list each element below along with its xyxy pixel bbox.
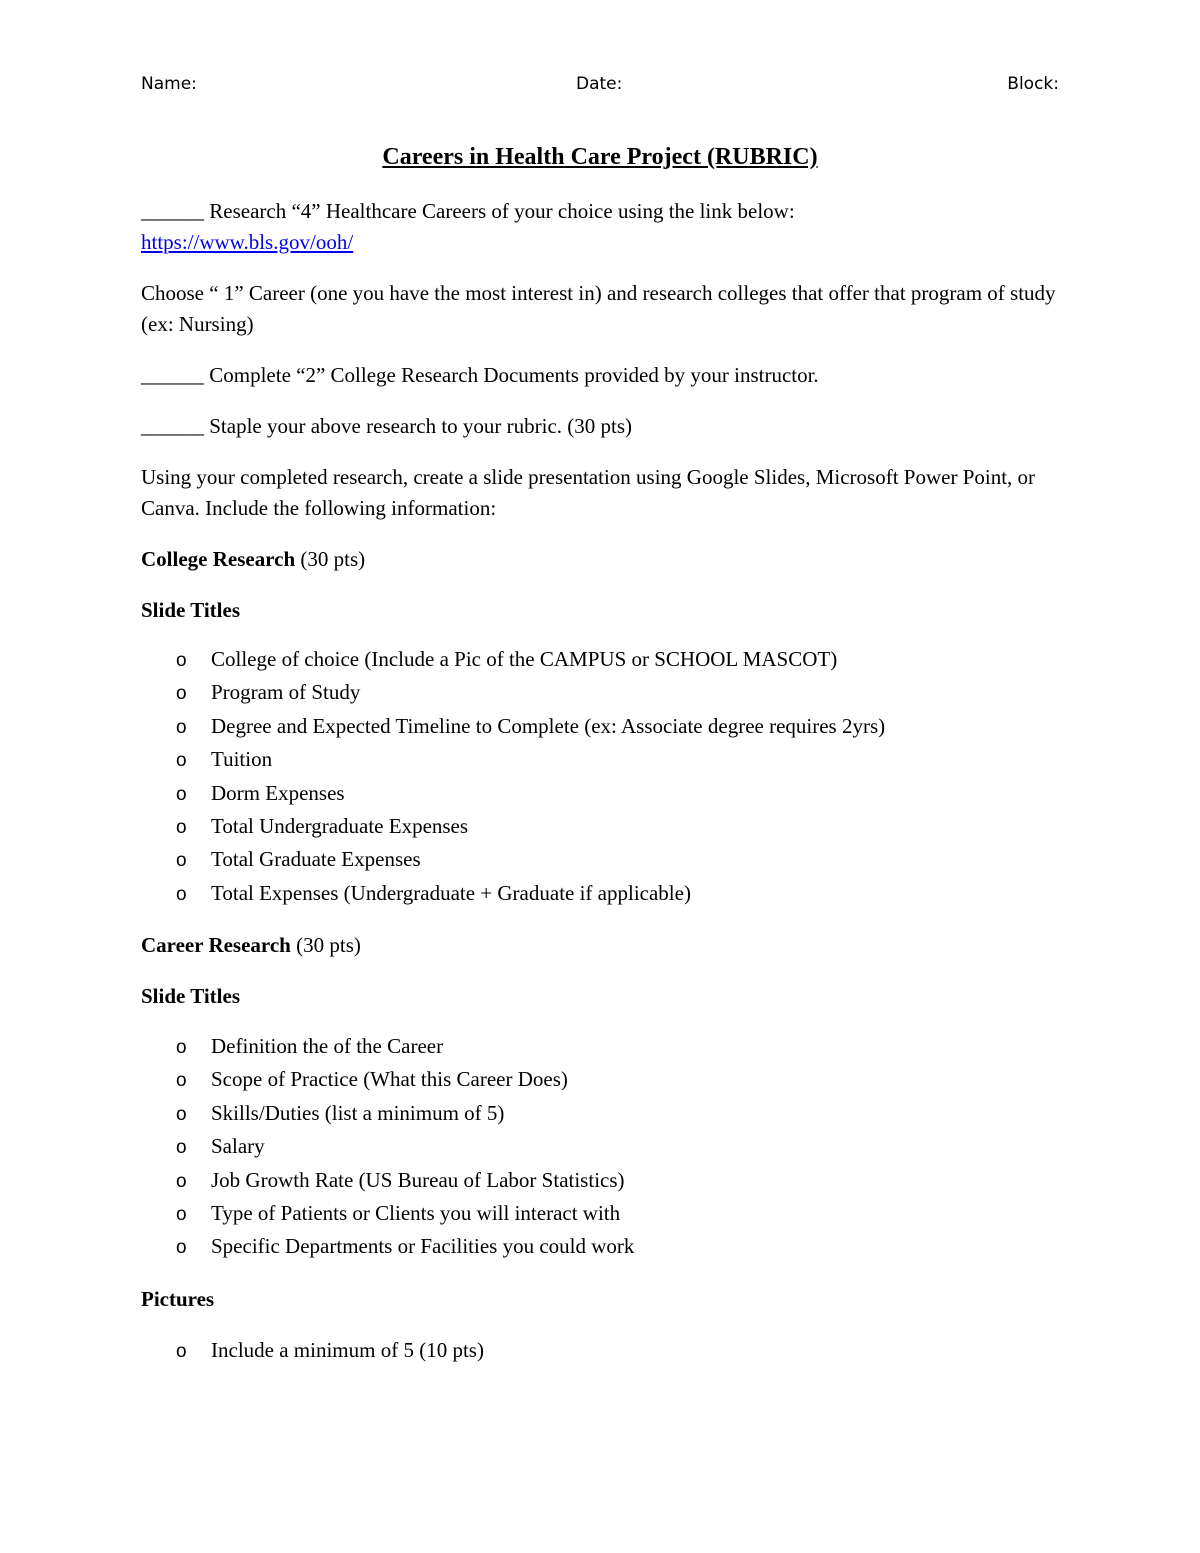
name-label: Name:	[141, 74, 197, 94]
bullet-icon: o	[176, 1170, 187, 1192]
bullet-icon: o	[176, 883, 187, 905]
list-item: o Salary	[176, 1130, 634, 1163]
list-item: o Total Graduate Expenses	[176, 843, 885, 876]
task-text: Complete “2” College Research Documents provided by your instructor.	[204, 363, 819, 387]
college-slide-list	[176, 643, 885, 910]
list-item: o Specific Departments or Facilities you could work	[176, 1230, 634, 1263]
section-subheading: Slide Titles	[141, 984, 241, 1008]
list-item: o Total Undergraduate Expenses	[176, 810, 885, 843]
bullet-icon: o	[176, 683, 187, 705]
header-row	[141, 74, 1059, 100]
bullet-icon: o	[176, 850, 187, 872]
bullet-icon: o	[176, 1203, 187, 1225]
bullet-icon: o	[176, 783, 187, 805]
bullet-icon: o	[176, 1103, 187, 1125]
list-item: o Skills/Duties (list a minimum of 5)	[176, 1097, 634, 1130]
date-label: Date:	[576, 74, 623, 94]
list-item: o Program of Study	[176, 676, 885, 709]
task-blank: ______	[141, 199, 204, 223]
list-item: o College of choice (Include a Pic of the CAMPUS or SCHOOL MASCOT)	[176, 643, 885, 676]
bullet-icon: o	[176, 1341, 187, 1362]
bullet-icon: o	[176, 816, 187, 838]
section-subheading: Slide Titles	[141, 598, 241, 622]
task-blank: ______	[141, 414, 204, 438]
section-points: (30 pts)	[290, 933, 361, 957]
bls-link[interactable]: https://www.bls.gov/ooh/	[141, 230, 354, 254]
bullet-icon: o	[176, 716, 187, 738]
career-slide-titles-heading	[141, 981, 240, 1012]
task-text: Staple your above research to your rubric. (30 pts)	[204, 414, 633, 438]
section-heading: Pictures	[141, 1287, 215, 1311]
section-heading: College Research	[141, 547, 296, 571]
pictures-heading	[141, 1284, 214, 1315]
list-item: o Total Expenses (Undergraduate + Graduate if applicable)	[176, 877, 885, 910]
career-research-heading	[141, 930, 361, 961]
pictures-list	[176, 1334, 484, 1367]
college-research-heading	[141, 544, 365, 575]
bullet-icon: o	[176, 1070, 187, 1092]
choose-career-paragraph: Choose “ 1” Career (one you have the most interest in) and research colleges that offer that program of study (ex: Nursing)	[141, 281, 1056, 336]
list-item: o Dorm Expenses	[176, 777, 885, 810]
list-item: o Degree and Expected Timeline to Complete (ex: Associate degree requires 2yrs)	[176, 710, 885, 743]
list-item: o Job Growth Rate (US Bureau of Labor Statistics)	[176, 1164, 634, 1197]
bullet-icon: o	[176, 1237, 187, 1259]
instructions-paragraph: Using your completed research, create a slide presentation using Google Slides, Microsoft Power Point, or Canva. Include the following information:	[141, 465, 1036, 520]
task-staple-research	[141, 411, 1071, 442]
list-item: o Tuition	[176, 743, 885, 776]
career-slide-list	[176, 1030, 634, 1264]
task-college-documents	[141, 360, 1071, 391]
page-title: Careers in Health Care Project (RUBRIC)	[382, 144, 818, 170]
bullet-icon: o	[176, 650, 187, 671]
list-item: o Type of Patients or Clients you will interact with	[176, 1197, 634, 1230]
task-research-careers	[141, 196, 1071, 258]
bullet-icon: o	[176, 750, 187, 772]
bullet-icon: o	[176, 1137, 187, 1159]
task-blank: ______	[141, 363, 204, 387]
list-item: o Scope of Practice (What this Career Does)	[176, 1063, 634, 1096]
task-text: Research “4” Healthcare Careers of your choice using the link below:	[204, 199, 795, 223]
college-slide-titles-heading	[141, 595, 240, 626]
list-item: o Definition the of the Career	[176, 1030, 634, 1063]
list-item: o Include a minimum of 5 (10 pts)	[176, 1334, 484, 1367]
bullet-icon: o	[176, 1037, 187, 1058]
section-heading: Career Research	[141, 933, 291, 957]
section-points: (30 pts)	[295, 547, 366, 571]
block-label: Block:	[1007, 74, 1059, 94]
